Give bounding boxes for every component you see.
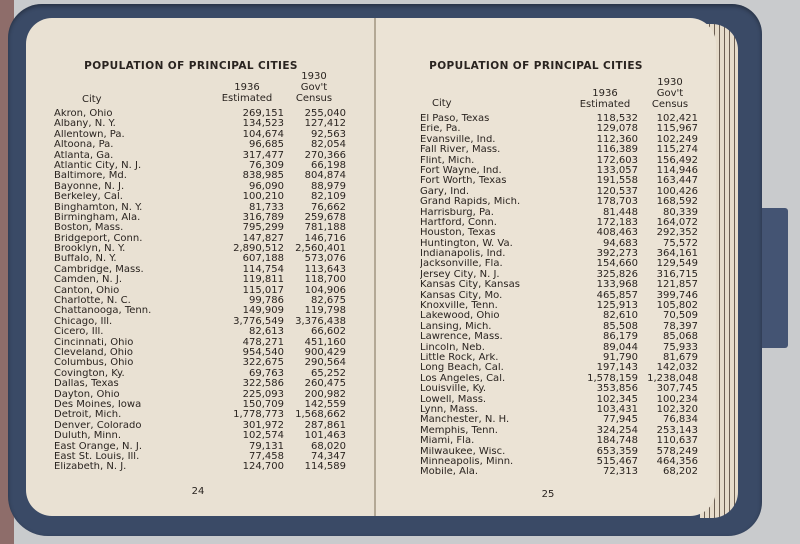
city-name: Flint, Mich. [420,155,475,166]
table-row [54,286,354,296]
column-header-1930 [640,77,700,110]
table-row [54,317,354,327]
city-name: Lynn, Mass. [420,404,478,415]
population-1930: 1,238,048 [647,372,698,384]
population-1930: 164,072 [656,216,698,228]
city-name: Dallas, Texas [54,379,119,390]
population-1936: 91,790 [603,351,638,363]
population-1930: 129,549 [656,258,698,270]
city-name: Fort Wayne, Ind. [420,165,502,176]
population-1936: 69,763 [249,367,284,379]
city-name: Des Moines, Iowa [54,399,142,410]
population-1930: 156,492 [656,154,698,166]
table-row [420,436,710,446]
population-1930: 85,068 [663,331,698,343]
population-1930: 163,447 [656,175,698,187]
city-name: Fall River, Mass. [420,145,501,156]
city-name: Dayton, Ohio [54,389,120,400]
city-name: Lawrence, Mass. [420,332,503,343]
city-name: Detroit, Mich. [54,410,122,421]
city-name: Bayonne, N. J. [54,181,125,192]
population-1930: 75,933 [663,341,698,353]
population-1930: 115,274 [656,144,698,156]
population-1936: 81,733 [249,201,284,213]
city-name: Berkeley, Cal. [54,192,123,203]
population-1936: 133,968 [596,279,638,291]
population-1930: 76,662 [311,201,346,213]
population-1936: 191,558 [596,175,638,187]
population-1936: 94,683 [603,237,638,249]
population-1930: 115,967 [656,123,698,135]
population-1930: 102,421 [656,113,698,124]
population-1930: 78,397 [663,320,698,332]
population-1936: 795,299 [242,222,284,234]
city-name: Louisville, Ky. [420,384,487,395]
population-1930: 804,874 [304,170,346,182]
population-1930: 260,475 [304,378,346,390]
city-name: Cincinnati, Ohio [54,337,134,348]
city-name: Cicero, Ill. [54,327,104,338]
city-name: Baltimore, Md. [54,171,127,182]
population-1936: 77,458 [249,450,284,462]
population-1936: 392,273 [596,248,638,260]
population-1936: 96,090 [249,180,284,192]
population-1930: 81,679 [663,351,698,363]
population-1930: 287,861 [304,419,346,431]
city-name: Altoona, Pa. [54,140,114,151]
population-1930: 68,202 [663,466,698,478]
population-1936: 322,586 [242,378,284,390]
population-1936: 116,389 [596,144,638,156]
population-1936: 178,703 [596,196,638,208]
population-1930: 142,559 [304,398,346,410]
city-name: Kansas City, Kansas [420,280,520,291]
column-header-city: City [432,98,452,109]
header-year: 1936 [592,88,618,99]
population-1936: 104,674 [242,128,284,140]
population-1936: 478,271 [242,336,284,348]
population-1930: 70,509 [663,310,698,322]
table-row [54,119,354,129]
city-name: Miami, Fla. [420,436,475,447]
population-1936: 76,309 [249,159,284,171]
population-1930: 573,076 [304,253,346,265]
population-1930: 80,339 [663,206,698,218]
column-header-1936 [570,88,640,110]
population-1936: 150,709 [242,398,284,410]
page-title: POPULATION OF PRINCIPAL CITIES [84,60,298,72]
population-table [54,109,354,473]
population-1936: 172,183 [596,216,638,228]
population-1930: 3,376,438 [295,315,346,327]
city-name: Canton, Ohio [54,285,120,296]
city-name: Milwaukee, Wisc. [420,446,506,457]
population-1930: 364,161 [656,248,698,260]
city-name: El Paso, Texas [420,114,490,124]
population-1930: 113,643 [304,263,346,275]
population-1930: 119,798 [304,305,346,317]
population-1930: 75,572 [663,237,698,249]
population-1936: 124,700 [242,461,284,473]
population-1936: 102,574 [242,430,284,442]
population-1936: 79,131 [249,440,284,452]
city-name: Fort Worth, Texas [420,176,507,187]
city-name: Lansing, Mich. [420,321,492,332]
population-1930: 92,563 [311,128,346,140]
population-1936: 96,685 [249,139,284,151]
city-name: Knoxville, Tenn. [420,301,498,312]
population-1930: 307,745 [656,383,698,395]
population-1930: 292,352 [656,227,698,239]
population-1936: 134,523 [242,118,284,130]
city-name: Mobile, Ala. [420,467,479,478]
city-name: Cambridge, Mass. [54,264,144,275]
city-name: Bridgeport, Conn. [54,233,143,244]
population-1930: 74,347 [311,450,346,462]
table-row [54,140,354,150]
header-year: 1936 [234,82,260,93]
table-row [54,151,354,161]
population-1936: 114,754 [242,263,284,275]
population-1936: 225,093 [242,388,284,400]
population-1930: 464,356 [656,455,698,467]
population-1930: 100,234 [656,393,698,405]
city-name: Cleveland, Ohio [54,347,134,358]
population-1930: 1,568,662 [295,409,346,421]
population-1936: 77,945 [603,414,638,426]
population-1930: 102,249 [656,133,698,145]
population-1936: 353,856 [596,383,638,395]
city-name: Brooklyn, N. Y. [54,244,126,255]
table-row [420,467,710,477]
header-year: 1930 [301,71,327,82]
population-1936: 85,508 [603,320,638,332]
column-header-city: City [82,94,102,105]
table-row [54,462,354,472]
population-1936: 125,913 [596,300,638,312]
table-row [54,171,354,181]
population-1936: 465,857 [596,289,638,301]
city-name: Camden, N. J. [54,275,123,286]
population-1936: 147,827 [242,232,284,244]
population-1936: 72,313 [603,466,638,478]
population-1936: 119,811 [242,274,284,286]
population-1930: 142,032 [656,362,698,374]
population-1930: 101,463 [304,430,346,442]
population-1930: 259,678 [304,211,346,223]
population-1936: 316,789 [242,211,284,223]
city-name: Jersey City, N. J. [420,269,500,280]
city-name: Lincoln, Neb. [420,342,485,353]
population-1930: 82,054 [311,139,346,151]
city-name: Chattanooga, Tenn. [54,306,152,317]
population-1936: 129,078 [596,123,638,135]
city-name: Jacksonville, Fla. [420,259,503,270]
population-1936: 269,151 [242,108,284,119]
table-row [54,182,354,192]
population-1930: 114,946 [656,164,698,176]
city-name: Birmingham, Ala. [54,212,141,223]
city-name: Harrisburg, Pa. [420,207,494,218]
population-1936: 317,477 [242,149,284,161]
city-name: Charlotte, N. C. [54,296,131,307]
population-1936: 653,359 [596,445,638,457]
population-1936: 103,431 [596,403,638,415]
city-name: Los Angeles, Cal. [420,373,506,384]
population-1936: 515,467 [596,455,638,467]
city-name: Albany, N. Y. [54,119,116,130]
population-1936: 324,254 [596,424,638,436]
population-1936: 133,057 [596,164,638,176]
population-1930: 110,637 [656,435,698,447]
city-name: Manchester, N. H. [420,415,510,426]
population-1936: 322,675 [242,357,284,369]
city-name: Columbus, Ohio [54,358,134,369]
population-1936: 408,463 [596,227,638,239]
city-name: Minneapolis, Minn. [420,456,514,467]
page-number: 25 [541,489,555,500]
table-row [54,358,354,368]
table-row [54,130,354,140]
population-1930: 146,716 [304,232,346,244]
city-name: Duluth, Minn. [54,431,122,442]
city-name: Huntington, W. Va. [420,238,513,249]
population-table [420,114,710,478]
city-name: Boston, Mass. [54,223,124,234]
population-1930: 105,802 [656,300,698,312]
population-1930: 781,188 [304,222,346,234]
population-1930: 102,320 [656,403,698,415]
city-name: Indianapolis, Ind. [420,249,506,260]
header-label: Estimated [221,93,273,104]
population-1930: 121,857 [656,279,698,291]
header-label: Census [651,99,689,110]
city-name: Chicago, Ill. [54,316,113,327]
population-1930: 399,746 [656,289,698,301]
table-row [54,442,354,452]
city-name: Long Beach, Cal. [420,363,504,374]
city-name: Binghamton, N. Y. [54,202,143,213]
population-1936: 954,540 [242,346,284,358]
column-header-1930 [284,71,344,104]
population-1930: 66,602 [311,326,346,338]
population-1936: 154,660 [596,258,638,270]
population-1936: 118,532 [596,113,638,124]
city-name: Akron, Ohio [54,109,113,119]
population-1930: 76,834 [663,414,698,426]
header-label: Gov't [656,88,684,99]
population-1930: 66,198 [311,159,346,171]
population-1936: 82,613 [249,326,284,338]
population-1936: 115,017 [242,284,284,296]
population-1936: 99,786 [249,295,284,307]
population-1936: 184,748 [596,435,638,447]
population-1930: 118,700 [304,274,346,286]
population-1930: 68,020 [311,440,346,452]
city-name: Evansville, Ind. [420,134,496,145]
city-name: Allentown, Pa. [54,129,125,140]
population-1930: 168,592 [656,196,698,208]
population-1936: 172,603 [596,154,638,166]
city-name: Houston, Texas [420,228,496,239]
page-left [26,18,376,516]
city-name: Atlanta, Ga. [54,150,114,161]
city-name: Erie, Pa. [420,124,461,135]
population-1936: 607,188 [242,253,284,265]
population-1930: 451,160 [304,336,346,348]
population-1930: 100,426 [656,185,698,197]
population-1936: 86,179 [603,331,638,343]
column-header-1936 [212,82,282,104]
population-1930: 200,982 [304,388,346,400]
population-1936: 197,143 [596,362,638,374]
city-name: Covington, Ky. [54,368,125,379]
population-1930: 270,366 [304,149,346,161]
population-1930: 578,249 [656,445,698,457]
city-name: Gary, Ind. [420,186,470,197]
city-name: Elizabeth, N. J. [54,462,127,473]
page-number: 24 [191,486,205,497]
population-1930: 114,589 [304,461,346,473]
page-right [376,18,716,516]
population-1930: 82,109 [311,191,346,203]
table-row [420,384,710,394]
city-name: Lakewood, Ohio [420,311,500,322]
population-1936: 149,909 [242,305,284,317]
population-1930: 88,979 [311,180,346,192]
population-1930: 290,564 [304,357,346,369]
population-1936: 3,776,549 [233,315,284,327]
header-label: Census [295,93,333,104]
city-name: Memphis, Tenn. [420,425,498,436]
table-row [54,431,354,441]
population-1936: 102,345 [596,393,638,405]
population-1936: 81,448 [603,206,638,218]
population-1930: 127,412 [304,118,346,130]
city-name: Hartford, Conn. [420,217,497,228]
population-1930: 316,715 [656,268,698,280]
population-1936: 112,360 [596,133,638,145]
population-1936: 82,610 [603,310,638,322]
population-1936: 89,044 [603,341,638,353]
header-year: 1930 [657,77,683,88]
header-label: Gov't [300,82,328,93]
city-name: Kansas City, Mo. [420,290,503,301]
city-name: East Orange, N. J. [54,441,143,452]
population-1930: 2,560,401 [295,243,346,255]
table-row [54,379,354,389]
population-1930: 82,675 [311,295,346,307]
population-1930: 65,252 [311,367,346,379]
population-1930: 253,143 [656,424,698,436]
population-1936: 120,537 [596,185,638,197]
population-1930: 255,040 [304,108,346,119]
header-label: Estimated [579,99,631,110]
table-row [420,197,710,207]
population-1936: 1,778,773 [233,409,284,421]
city-name: Atlantic City, N. J. [54,160,142,171]
table-row [420,145,710,155]
population-1936: 325,826 [596,268,638,280]
population-1936: 2,890,512 [233,243,284,255]
city-name: Lowell, Mass. [420,394,487,405]
city-name: Buffalo, N. Y. [54,254,117,265]
population-1930: 104,906 [304,284,346,296]
population-1936: 1,578,159 [587,372,638,384]
population-1936: 100,210 [242,191,284,203]
population-1930: 900,429 [304,346,346,358]
population-1936: 301,972 [242,419,284,431]
city-name: Little Rock, Ark. [420,352,499,363]
page-title: POPULATION OF PRINCIPAL CITIES [429,60,643,72]
city-name: East St. Louis, Ill. [54,451,140,462]
population-1936: 838,985 [242,170,284,182]
table-row [54,192,354,202]
city-name: Denver, Colorado [54,420,142,431]
city-name: Grand Rapids, Mich. [420,197,521,208]
